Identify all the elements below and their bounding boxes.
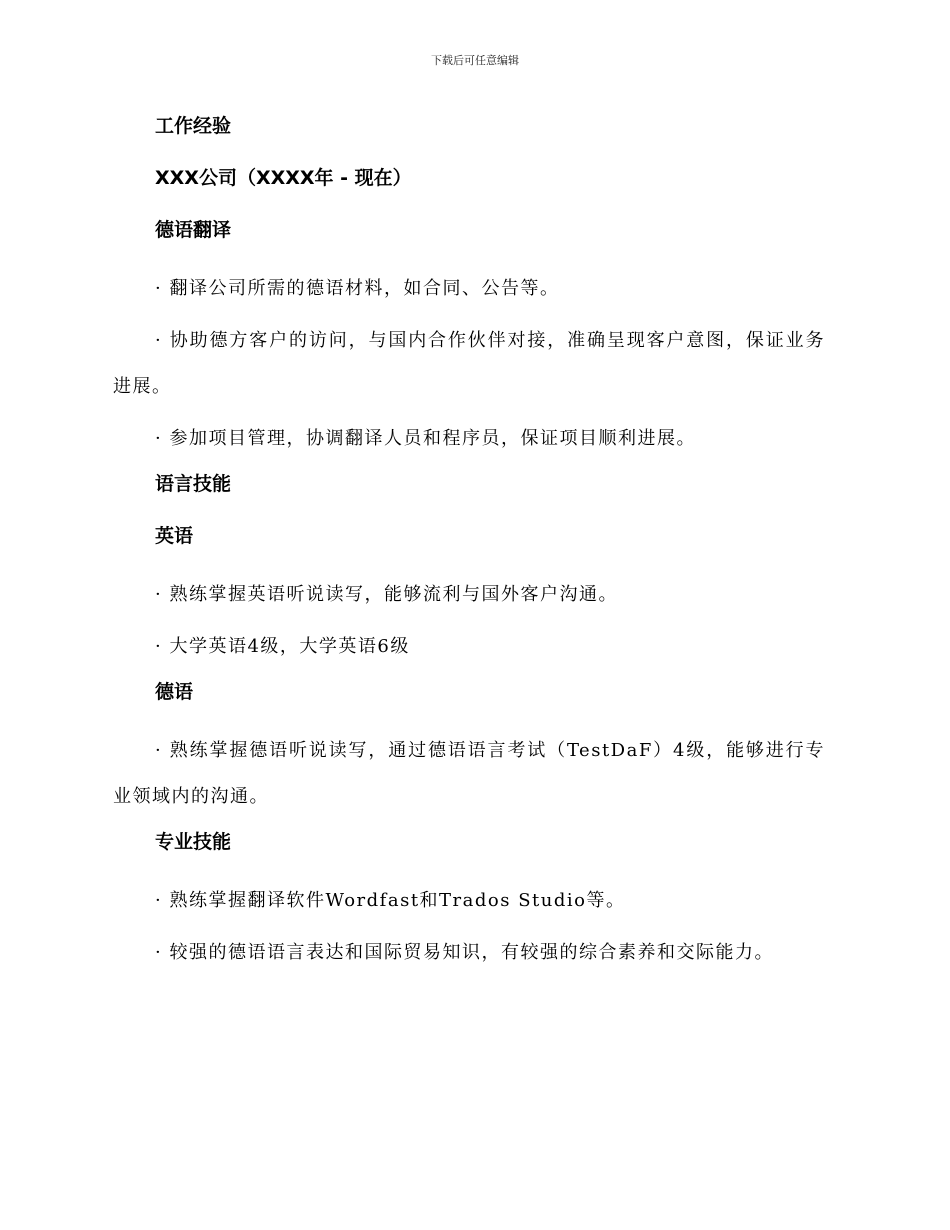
- section-heading-professional-skills: 专业技能: [155, 831, 232, 853]
- page-header: 下载后可任意编辑: [431, 54, 519, 67]
- document-body: [113, 110, 825, 982]
- section-heading-work-experience: 工作经验: [155, 115, 232, 137]
- bullet-paragraph: · 参加项目管理，协调翻译人员和程序员，保证项目顺利进展。: [155, 428, 696, 449]
- subheading-german: 德语: [155, 681, 194, 703]
- bullet-paragraph: · 翻译公司所需的德语材料，如合同、公告等。: [155, 278, 560, 299]
- section-heading-language-skills: 语言技能: [155, 473, 232, 495]
- bullet-paragraph: · 熟练掌握英语听说读写，能够流利与国外客户沟通。: [155, 584, 618, 605]
- bullet-paragraph: · 较强的德语语言表达和国际贸易知识，有较强的综合素养和交际能力。: [155, 942, 774, 963]
- subheading-english: 英语: [155, 525, 194, 547]
- bullet-paragraph: · 协助德方客户的访问，与国内合作伙伴对接，准确呈现客户意图，保证业务进展。: [113, 330, 825, 397]
- bullet-paragraph: · 熟练掌握德语听说读写，通过德语语言考试（TestDaF）4级，能够进行专业领域内的沟通。: [113, 740, 825, 807]
- job-title-heading: 德语翻译: [155, 219, 232, 241]
- bullet-paragraph: · 熟练掌握翻译软件Wordfast和Trados Studio等。: [155, 890, 626, 911]
- bullet-paragraph: · 大学英语4级，大学英语6级: [155, 636, 410, 657]
- company-heading: XXX公司（XXXX年 - 现在）: [155, 167, 412, 189]
